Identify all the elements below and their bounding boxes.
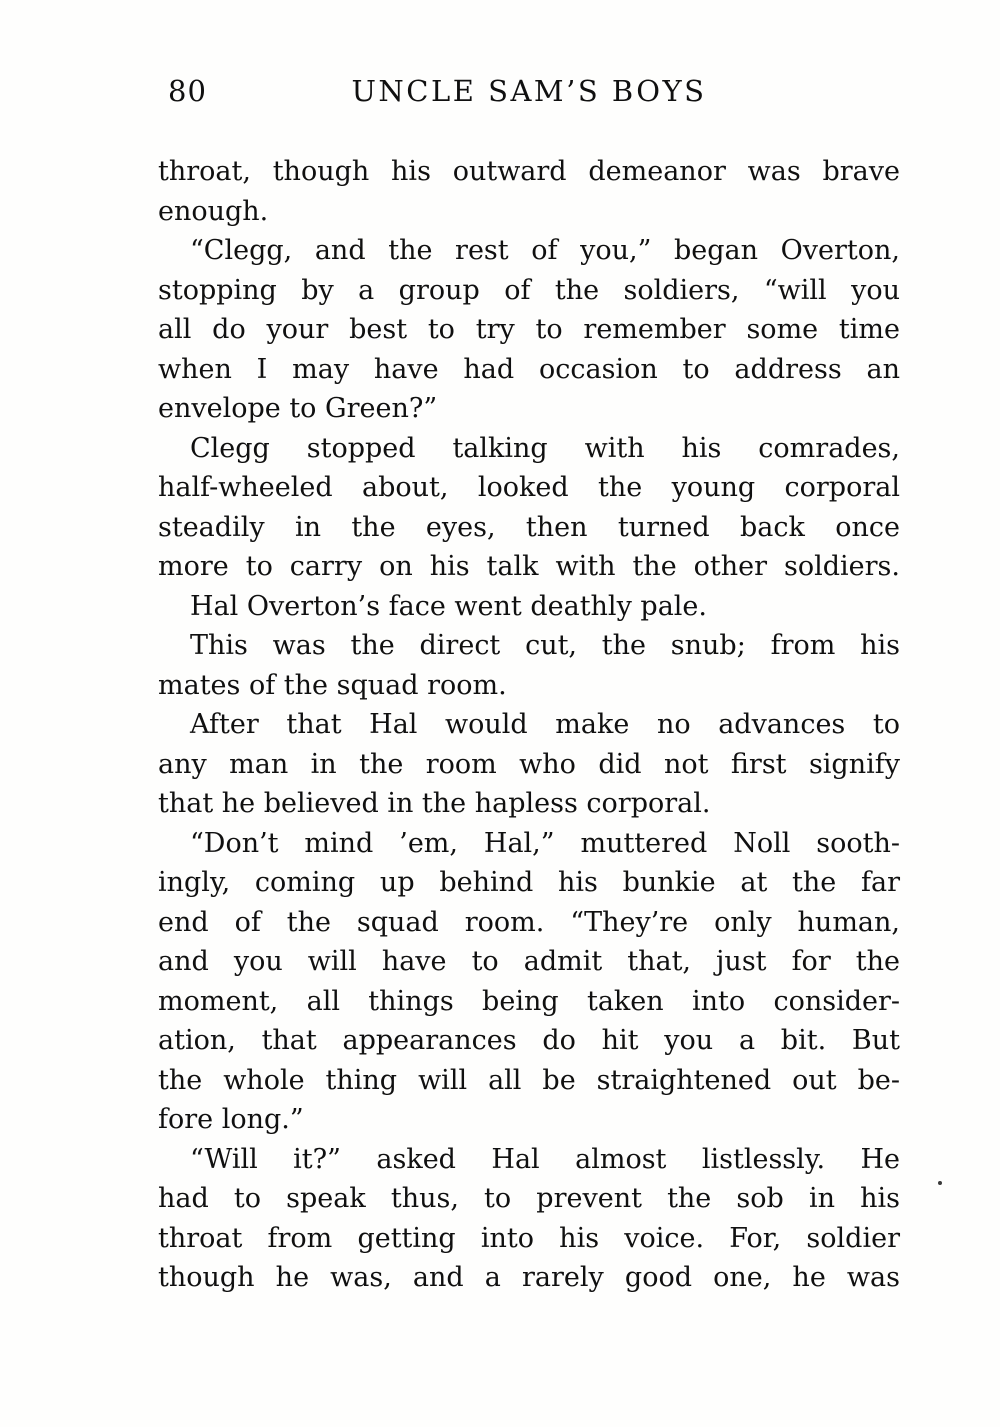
text-line: and you will have to admit that, just for the [158,946,900,977]
text-line: enough. [158,195,269,227]
paragraph [158,1140,900,1298]
text-line: Clegg stopped talking with his comrades, [190,432,900,464]
paragraph [158,626,900,705]
text-line: throat from getting into his voice. For, soldier [158,1222,900,1254]
paragraph [158,705,900,824]
scan-speck [938,1181,942,1185]
page-number: 80 [168,74,207,108]
paragraph [158,824,900,1140]
text-line: more to carry on his talk with the other soldiers. [158,551,900,582]
text-line: when I may have had occasion to address an [158,353,900,385]
running-title: UNCLE SAM’S BOYS [351,74,707,108]
text-line: “Don’t mind ’em, Hal,” muttered Noll sooth- [190,827,900,859]
text-line: had to speak thus, to prevent the sob in his [158,1183,900,1214]
text-line: fore long.” [158,1104,304,1135]
text-line: the whole thing will all be straightened out be- [158,1064,900,1096]
text-line: “Will it?” asked Hal almost listlessly. He [190,1143,900,1175]
text-line: any man in the room who did not first signify [158,748,900,780]
text-line: that he believed in the hapless corporal. [158,788,711,819]
text-line: all do your best to try to remember some time [158,314,900,345]
page-header [158,74,900,112]
text-line: Hal Overton’s face went deathly pale. [190,590,707,622]
text-line: envelope to Green?” [158,393,438,424]
paragraph [158,152,900,231]
text-line: ation, that appearances do hit you a bit. But [158,1025,900,1056]
paragraph [158,231,900,429]
text-line: though he was, and a rarely good one, he was [158,1262,900,1293]
text-line: moment, all things being taken into consider- [158,985,900,1017]
paragraph [158,587,900,627]
text-line: mates of the squad room. [158,669,507,701]
text-line: steadily in the eyes, then turned back once [158,511,900,543]
text-line: stopping by a group of the soldiers, “will you [158,274,900,306]
text-line: throat, though his outward demeanor was brave [158,156,900,187]
body-text [158,152,900,1298]
text-line: ingly, coming up behind his bunkie at the far [158,867,900,898]
text-line: After that Hal would make no advances to [190,709,900,740]
paragraph [158,429,900,587]
text-line: This was the direct cut, the snub; from his [190,630,900,661]
text-line: half-wheeled about, looked the young corporal [158,472,900,503]
text-line: end of the squad room. “They’re only human, [158,906,900,938]
text-line: “Clegg, and the rest of you,” began Overton, [190,235,900,266]
